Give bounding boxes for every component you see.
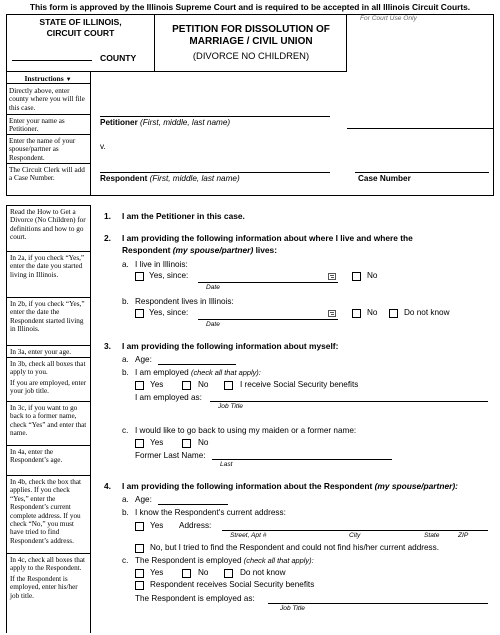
- side-instruction-2a: In 2a, if you check “Yes,” enter the date you started living in Illinois.: [10, 254, 85, 279]
- s2b-yes-label: Yes, since:: [149, 308, 189, 317]
- s3c-label: c.: [122, 426, 129, 435]
- s2a-date-caption: Date: [206, 284, 220, 291]
- s3c-no-checkbox[interactable]: [182, 439, 191, 448]
- s2b-no-checkbox[interactable]: [352, 309, 361, 318]
- respondent-label: Respondent (First, middle, last name): [100, 174, 240, 183]
- section-2-heading: I am providing the following information about where I live and where the: [122, 233, 413, 243]
- s2a-label: a.: [122, 260, 129, 269]
- side-instruction-3a: In 3a, enter your age.: [10, 348, 72, 356]
- dropdown-caret-icon[interactable]: ▼: [65, 77, 72, 83]
- s4c-ss-checkbox[interactable]: [135, 581, 144, 590]
- side-instruction-read: Read the How to Get a Divorce (No Children) for definitions and how to go court.: [10, 208, 86, 242]
- s3c-text: I would like to go back to using my maiden or a former name:: [135, 426, 357, 435]
- s3b-label: b.: [122, 368, 129, 377]
- instructions-header[interactable]: Instructions ▼: [6, 74, 90, 84]
- s4b-state-caption: State: [424, 532, 440, 539]
- petitioner-label: Petitioner (First, middle, last name): [100, 118, 231, 127]
- side-instruction-4b: In 4b, check the box that applies. If you check “Yes,” enter the Respondent’s current complete address. If you check “No,” you must have tried to find Respondent’s address.: [10, 478, 82, 545]
- instruction-petitioner: Enter your name as Petitioner.: [9, 117, 65, 134]
- s3a-age-input[interactable]: [158, 364, 236, 365]
- s2b-date-input[interactable]: [198, 319, 338, 320]
- approval-notice: This form is approved by the Illinois Supreme Court and is required to be accepted in all Illinois Circuit Courts.: [29, 2, 471, 12]
- s2a-yes-label: Yes, since:: [149, 271, 189, 280]
- s4b-no-checkbox[interactable]: [135, 544, 144, 553]
- s3b-yes-checkbox[interactable]: [135, 381, 144, 390]
- s4b-street-caption: Street, Apt #: [230, 532, 267, 539]
- side-instruction-4c: In 4c, check all boxes that apply to the Respondent.: [10, 556, 86, 573]
- s4c-job-input[interactable]: [268, 603, 488, 604]
- section-2-heading-2: Respondent (my spouse/partner) lives:: [122, 245, 277, 255]
- s3b-no-label: No: [198, 380, 209, 389]
- s4c-unknown-checkbox[interactable]: [224, 569, 233, 578]
- s3b-ss-checkbox[interactable]: [224, 381, 233, 390]
- s3b-job-input[interactable]: [210, 401, 488, 402]
- section-4-number: 4.: [104, 481, 111, 491]
- s2b-yes-checkbox[interactable]: [135, 309, 144, 318]
- side-instruction-3c: In 3c, if you want to go back to a former name, check “Yes” and enter that name.: [10, 404, 87, 438]
- s4c-job-caption: Job Title: [280, 605, 305, 612]
- section-2-number: 2.: [104, 233, 111, 243]
- s4b-zip-caption: ZIP: [458, 532, 469, 539]
- s3a-age-label: Age:: [135, 355, 152, 364]
- s4b-no-label: No, but I tried to find the Respondent and could not find his/her current address.: [150, 543, 440, 552]
- s3b-employed-as: I am employed as:: [135, 393, 202, 402]
- form-subtitle: (DIVORCE NO CHILDREN): [192, 50, 310, 61]
- s4b-city-caption: City: [349, 532, 361, 539]
- s4c-yes-label: Yes: [150, 568, 164, 577]
- instructions-top-panel: [6, 72, 91, 196]
- s3b-job-caption: Job Title: [218, 403, 243, 410]
- s4b-yes-checkbox[interactable]: [135, 522, 144, 531]
- respondent-line: [100, 172, 330, 173]
- s4c-yes-checkbox[interactable]: [135, 569, 144, 578]
- s2b-label: b.: [122, 297, 129, 306]
- s4c-unknown-label: Do not know: [240, 568, 286, 577]
- s3c-last-caption: Last: [220, 461, 233, 468]
- county-label: COUNTY: [100, 53, 137, 63]
- s2b-calendar-icon[interactable]: [328, 310, 336, 317]
- s4c-no-label: No: [198, 568, 209, 577]
- s3b-yes-label: Yes: [150, 380, 164, 389]
- court-label: CIRCUIT COURT: [46, 28, 115, 38]
- s3b-ss-label: I receive Social Security benefits: [240, 380, 359, 389]
- s2a-yes-checkbox[interactable]: [135, 272, 144, 281]
- s2a-no-label: No: [367, 271, 378, 280]
- s2b-date-caption: Date: [206, 321, 220, 328]
- section-4-heading: I am providing the following information about the Respondent (my spouse/partner):: [122, 481, 458, 491]
- court-use-divider: [347, 128, 494, 129]
- instruction-case-number: The Circuit Clerk will add a Case Number.: [9, 166, 85, 183]
- side-instruction-3b: In 3b, check all boxes that apply to you.: [10, 360, 86, 377]
- petitioner-line: [100, 116, 330, 117]
- s3c-yes-checkbox[interactable]: [135, 439, 144, 448]
- s2b-unknown-checkbox[interactable]: [389, 309, 398, 318]
- s3b-no-checkbox[interactable]: [182, 381, 191, 390]
- instruction-county: Directly above, enter county where you will file this case.: [9, 87, 85, 112]
- side-instruction-2b: In 2b, if you check “Yes,” enter the date the Respondent started living in Illinois.: [10, 300, 85, 334]
- s4c-ss-label: Respondent receives Social Security benefits: [150, 580, 315, 589]
- court-use-label: For Court Use Only: [360, 15, 417, 22]
- s4c-no-checkbox[interactable]: [182, 569, 191, 578]
- county-line: [12, 60, 92, 61]
- s2b-no-label: No: [367, 308, 378, 317]
- side-instruction-4a: In 4a, enter the Respondent’s age.: [10, 448, 63, 465]
- s4a-label: a.: [122, 495, 129, 504]
- s4b-label: b.: [122, 508, 129, 517]
- s4a-age-input[interactable]: [158, 504, 228, 505]
- s4b-address-label: Address:: [179, 521, 212, 530]
- s3c-former-input[interactable]: [212, 459, 392, 460]
- s4c-text: The Respondent is employed (check all that apply):: [135, 556, 314, 565]
- s2a-no-checkbox[interactable]: [352, 272, 361, 281]
- s2a-calendar-icon[interactable]: [328, 273, 336, 280]
- s3c-no-label: No: [198, 438, 209, 447]
- s4b-text: I know the Respondent's current address:: [135, 508, 286, 517]
- versus-label: v.: [100, 142, 106, 151]
- s2b-unknown-label: Do not know: [404, 308, 450, 317]
- section-1-text: I am the Petitioner in this case.: [122, 211, 245, 221]
- s4b-yes-label: Yes: [150, 521, 164, 530]
- section-1-number: 1.: [104, 211, 111, 221]
- s4c-label: c.: [122, 556, 129, 565]
- case-number-label: Case Number: [358, 174, 411, 183]
- state-label: STATE OF ILLINOIS,: [39, 17, 122, 27]
- s4b-address-input[interactable]: [222, 530, 488, 531]
- s3b-text: I am employed (check all that apply):: [135, 368, 261, 377]
- form-title-2: MARRIAGE / CIVIL UNION: [189, 36, 313, 47]
- s2a-date-input[interactable]: [198, 282, 338, 283]
- s3c-yes-label: Yes: [150, 438, 164, 447]
- s4a-age-label: Age:: [135, 495, 152, 504]
- s4c-employed-as: The Respondent is employed as:: [135, 594, 255, 603]
- s2b-text: Respondent lives in Illinois:: [135, 297, 234, 306]
- form-title-1: PETITION FOR DISSOLUTION OF: [172, 24, 330, 35]
- section-3-heading: I am providing the following information about myself:: [122, 341, 339, 351]
- side-instructions-panel: [6, 205, 91, 633]
- s3c-former-label: Former Last Name:: [135, 451, 206, 460]
- instruction-respondent: Enter the name of your spouse/partner as Respondent.: [9, 137, 76, 162]
- s2a-text: I live in Illinois:: [135, 260, 188, 269]
- case-number-line: [355, 172, 489, 173]
- side-instruction-4c-job: If the Respondent is employed, enter his/her job title.: [10, 574, 78, 600]
- section-3-number: 3.: [104, 341, 111, 351]
- s3a-label: a.: [122, 355, 129, 364]
- side-instruction-3b-job: If you are employed, enter your job title.: [10, 378, 87, 396]
